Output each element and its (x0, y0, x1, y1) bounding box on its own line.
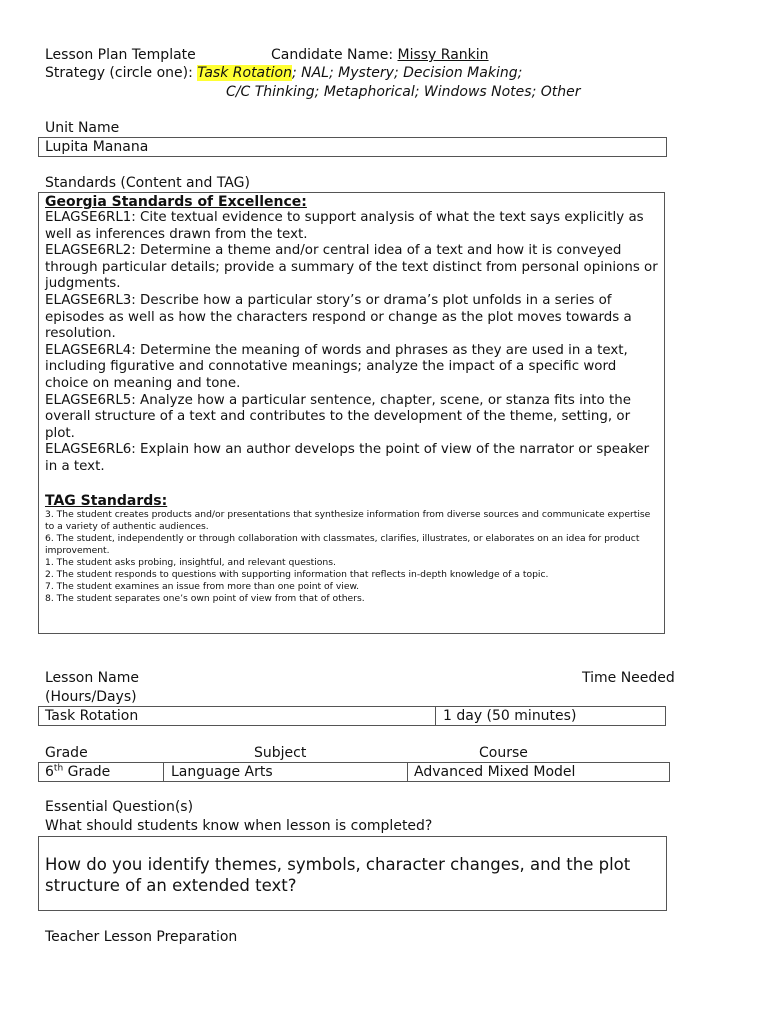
tag-standards-heading: TAG Standards: (45, 492, 168, 509)
grade-label: Grade (45, 745, 88, 761)
essential-question-label: Essential Question(s) (45, 799, 194, 815)
standard-item: ELAGSE6RL6: Explain how an author develops the point of view of the narrator or speaker in a text. (45, 442, 650, 474)
strategy-line-1 (45, 65, 522, 82)
unit-name-label: Unit Name (45, 120, 120, 136)
tag-standard-item: 8. The student separates one’s own point of view from that of others. (45, 592, 365, 604)
standard-item: ELAGSE6RL4: Determine the meaning of words and phrases as they are used in a text, including figurative and connotative meanings; analyze the impact of a specific word choice on meaning and tone. (45, 342, 628, 391)
course-cell (407, 763, 669, 781)
standard-item: ELAGSE6RL5: Analyze how a particular sentence, chapter, scene, or stanza fits into the overall structure of a text and contributes to the development of the theme, setting, or plot. (45, 392, 631, 441)
tag-standard-item: 6. The student, independently or through collaboration with classmates, clarifies, illustrates, or elaborates on an idea for product improvement. (45, 532, 640, 556)
course-value: Advanced Mixed Model (414, 764, 576, 780)
tag-standard-item: 1. The student asks probing, insightful, and relevant questions. (45, 556, 336, 568)
essential-question-box (38, 836, 667, 911)
standard-item: ELAGSE6RL1: Cite textual evidence to support analysis of what the text says explicitly as well as inferences drawn from the text. (45, 210, 644, 242)
essential-question-text: How do you identify themes, symbols, character changes, and the plot structure of an extended text? (45, 855, 631, 895)
lesson-name-label: Lesson Name (45, 670, 139, 686)
essential-question-prompt: What should students know when lesson is completed? (45, 818, 433, 834)
georgia-standards-heading: Georgia Standards of Excellence: (45, 194, 307, 210)
strategy-selected-option: Task Rotation (197, 65, 292, 81)
tag-standard-item: 3. The student creates products and/or presentations that synthesize information from diverse sources and communicate expertise to a variety of authentic audiences. (45, 508, 651, 532)
strategy-options-1: ; NAL; Mystery; Decision Making; (291, 65, 523, 81)
subject-value: Language Arts (171, 764, 273, 780)
strategy-label: Strategy (circle one): (45, 65, 198, 81)
tag-standard-item: 7. The student examines an issue from more than one point of view. (45, 580, 360, 592)
standard-item: ELAGSE6RL3: Describe how a particular story’s or drama’s plot unfolds in a series of episodes as well as how the characters respond or change as the plot moves towards a resolution. (45, 292, 632, 342)
candidate-line (271, 47, 489, 64)
unit-name-field (38, 137, 667, 157)
course-label: Course (479, 745, 528, 761)
candidate-name: Missy Rankin (397, 47, 489, 63)
standards-box (38, 192, 665, 634)
teacher-prep-label: Teacher Lesson Preparation (45, 929, 238, 945)
lesson-name-value: Task Rotation (45, 708, 139, 724)
grade-value: 6th Grade (45, 763, 111, 780)
time-needed-cell (435, 707, 665, 725)
time-needed-label: Time Needed (582, 670, 675, 686)
hours-days-label: (Hours/Days) (45, 689, 137, 705)
unit-name-value: Lupita Manana (45, 139, 149, 155)
template-title: Lesson Plan Template (45, 47, 196, 63)
grade-row (38, 762, 670, 782)
subject-label: Subject (254, 745, 307, 761)
candidate-label: Candidate Name: (271, 47, 398, 63)
standards-label: Standards (Content and TAG) (45, 175, 250, 191)
standard-item: ELAGSE6RL2: Determine a theme and/or central idea of a text and how it is conveyed through particular details; provide a summary of the text distinct from personal opinions or judgments. (45, 243, 658, 292)
time-needed-value: 1 day (50 minutes) (443, 708, 577, 724)
tag-standard-item: 2. The student responds to questions with supporting information that reflects in-depth knowledge of a topic. (45, 568, 549, 580)
strategy-options-2: C/C Thinking; Metaphorical; Windows Notes; Other (226, 84, 581, 100)
lesson-row (38, 706, 666, 726)
